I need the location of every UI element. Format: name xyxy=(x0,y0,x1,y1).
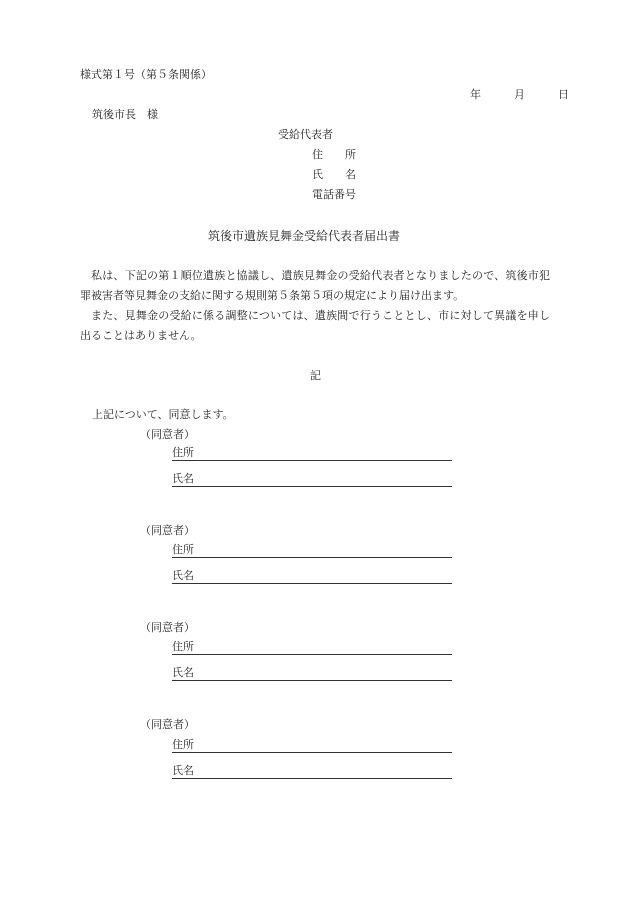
body-paragraph-1: 私は、下記の第１順位遺族と協議し、遺族見舞金の受給代表者となりましたので、筑後市犯罪被害者等見舞金の支給に関する規則第５条第５項の規定により届け出ます。 xyxy=(80,269,550,302)
consenter-heading: （同意者） xyxy=(140,428,195,441)
consenter-address-field[interactable] xyxy=(172,752,452,753)
representative-phone-label: 電話番号 xyxy=(312,188,356,201)
consenter-address-label: 住所 xyxy=(172,738,194,751)
consent-statement: 上記について、同意します。 xyxy=(92,408,234,421)
representative-address-label: 住 所 xyxy=(312,148,356,161)
consenter-address-field[interactable] xyxy=(172,654,452,655)
consenter-heading: （同意者） xyxy=(140,524,195,537)
consenter-address-field[interactable] xyxy=(172,557,452,558)
consenter-name-label: 氏名 xyxy=(172,569,194,582)
consenter-heading: （同意者） xyxy=(140,621,195,634)
consenter-address-field[interactable] xyxy=(172,460,452,461)
representative-heading: 受給代表者 xyxy=(278,128,333,141)
consenter-name-field[interactable] xyxy=(172,778,452,779)
date-year-label: 年 xyxy=(470,88,481,101)
consenter-name-field[interactable] xyxy=(172,680,452,681)
addressee: 筑後市長 様 xyxy=(92,108,158,121)
consenter-name-field[interactable] xyxy=(172,486,452,487)
representative-name-label: 氏 名 xyxy=(312,168,356,181)
body-paragraph-2: また、見舞金の受給に係る調整については、遺族間で行うこととし、市に対して異議を申し出ることはありません。 xyxy=(80,309,550,342)
consenter-address-label: 住所 xyxy=(172,446,194,459)
form-number: 様式第１号（第５条関係） xyxy=(80,68,212,81)
consenter-heading: （同意者） xyxy=(140,718,195,731)
consenter-name-label: 氏名 xyxy=(172,764,194,777)
date-line xyxy=(470,88,569,102)
consenter-address-label: 住所 xyxy=(172,640,194,653)
document-title: 筑後市遺族見舞金受給代表者届出書 xyxy=(208,229,401,243)
consenter-name-label: 氏名 xyxy=(172,472,194,485)
consenter-name-field[interactable] xyxy=(172,583,452,584)
date-month-label: 月 xyxy=(514,88,525,101)
consenter-address-label: 住所 xyxy=(172,543,194,556)
ki-heading: 記 xyxy=(310,369,321,382)
consenter-name-label: 氏名 xyxy=(172,666,194,679)
date-day-label: 日 xyxy=(558,88,569,101)
